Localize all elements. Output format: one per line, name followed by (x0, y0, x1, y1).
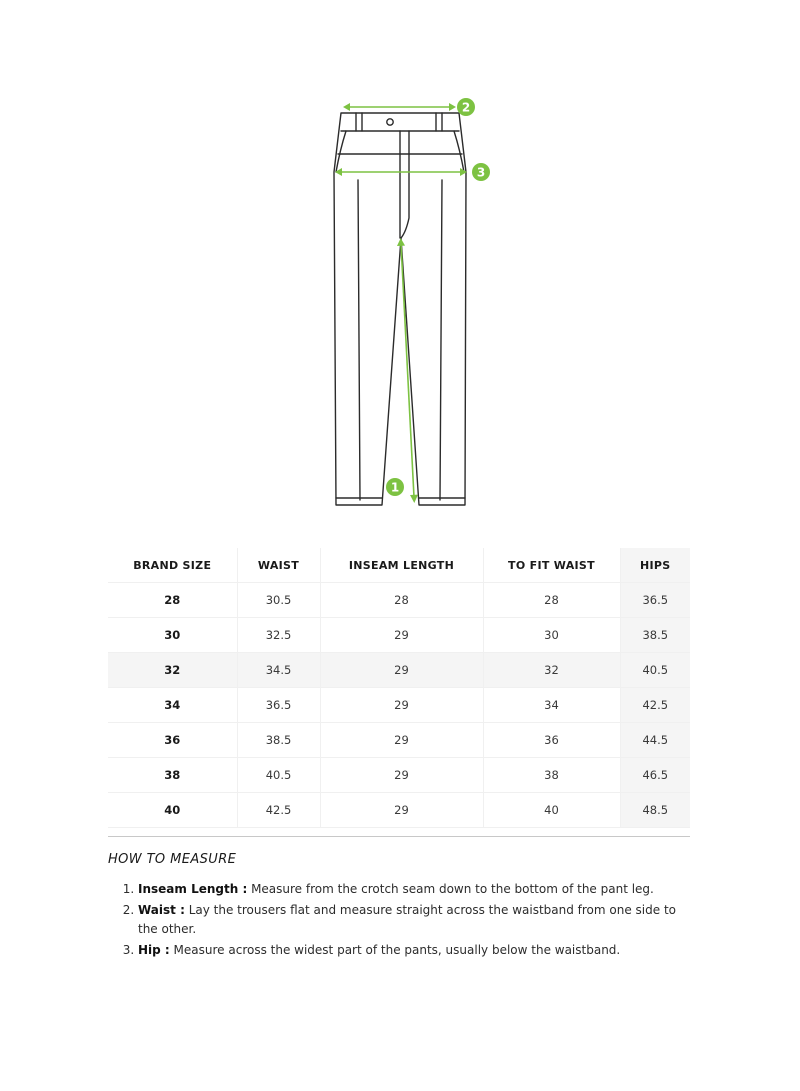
cell-inseam-length: 29 (320, 723, 483, 758)
table-row (108, 688, 690, 723)
cell-inseam-length: 29 (320, 688, 483, 723)
cell-brand-size: 40 (108, 793, 237, 828)
cell-inseam-length: 29 (320, 618, 483, 653)
cell-to-fit-waist: 40 (483, 793, 620, 828)
inseam-measure-arrow (397, 238, 418, 503)
step-text: Measure from the crotch seam down to the bottom of the pant leg. (247, 882, 654, 896)
cell-waist: 38.5 (237, 723, 320, 758)
cell-brand-size: 30 (108, 618, 237, 653)
trousers-measurement-diagram (0, 0, 800, 540)
cell-hips: 40.5 (620, 653, 690, 688)
cell-inseam-length: 29 (320, 793, 483, 828)
waist-measure-arrow (343, 103, 456, 111)
table-row (108, 583, 690, 618)
cell-brand-size: 36 (108, 723, 237, 758)
header-to-fit-waist: TO FIT WAIST (483, 548, 620, 583)
marker-3-icon (472, 163, 490, 181)
step-label: Hip : (138, 943, 170, 957)
table-row (108, 618, 690, 653)
table-row (108, 723, 690, 758)
header-waist: WAIST (237, 548, 320, 583)
table-header-row (108, 548, 690, 583)
cell-waist: 32.5 (237, 618, 320, 653)
table-row (108, 758, 690, 793)
step-label: Waist : (138, 903, 185, 917)
header-inseam-length: INSEAM LENGTH (320, 548, 483, 583)
cell-brand-size: 28 (108, 583, 237, 618)
cell-hips: 38.5 (620, 618, 690, 653)
measure-steps-list (124, 880, 698, 962)
cell-inseam-length: 28 (320, 583, 483, 618)
cell-hips: 48.5 (620, 793, 690, 828)
cell-hips: 42.5 (620, 688, 690, 723)
cell-hips: 46.5 (620, 758, 690, 793)
cell-to-fit-waist: 38 (483, 758, 620, 793)
cell-to-fit-waist: 36 (483, 723, 620, 758)
cell-brand-size: 34 (108, 688, 237, 723)
table-bottom-divider (108, 836, 690, 837)
cell-hips: 36.5 (620, 583, 690, 618)
svg-text:2: 2 (461, 100, 471, 115)
cell-waist: 34.5 (237, 653, 320, 688)
cell-brand-size: 38 (108, 758, 237, 793)
table-row (108, 793, 690, 828)
header-brand-size: BRAND SIZE (108, 548, 237, 583)
marker-1-icon (386, 478, 404, 496)
cell-waist: 30.5 (237, 583, 320, 618)
svg-text:3: 3 (476, 165, 486, 180)
cell-inseam-length: 29 (320, 758, 483, 793)
step-text: Lay the trousers flat and measure straight across the waistband from one side to the other. (138, 903, 676, 936)
cell-hips: 44.5 (620, 723, 690, 758)
svg-text:1: 1 (390, 480, 400, 495)
step-label: Inseam Length : (138, 882, 248, 896)
step-text: Measure across the widest part of the pants, usually below the waistband. (169, 943, 621, 957)
cell-inseam-length: 29 (320, 653, 483, 688)
step-hip (138, 941, 698, 960)
cell-brand-size: 32 (108, 653, 237, 688)
step-waist (138, 901, 698, 939)
header-hips: HIPS (620, 548, 690, 583)
cell-to-fit-waist: 34 (483, 688, 620, 723)
hip-measure-arrow (335, 168, 467, 176)
cell-to-fit-waist: 32 (483, 653, 620, 688)
table-row (108, 653, 690, 688)
cell-waist: 40.5 (237, 758, 320, 793)
cell-waist: 36.5 (237, 688, 320, 723)
cell-waist: 42.5 (237, 793, 320, 828)
how-to-measure-title: HOW TO MEASURE (108, 852, 237, 867)
step-inseam-length (138, 880, 698, 899)
marker-2-icon (457, 98, 475, 116)
cell-to-fit-waist: 28 (483, 583, 620, 618)
cell-to-fit-waist: 30 (483, 618, 620, 653)
size-chart-table (108, 548, 690, 828)
